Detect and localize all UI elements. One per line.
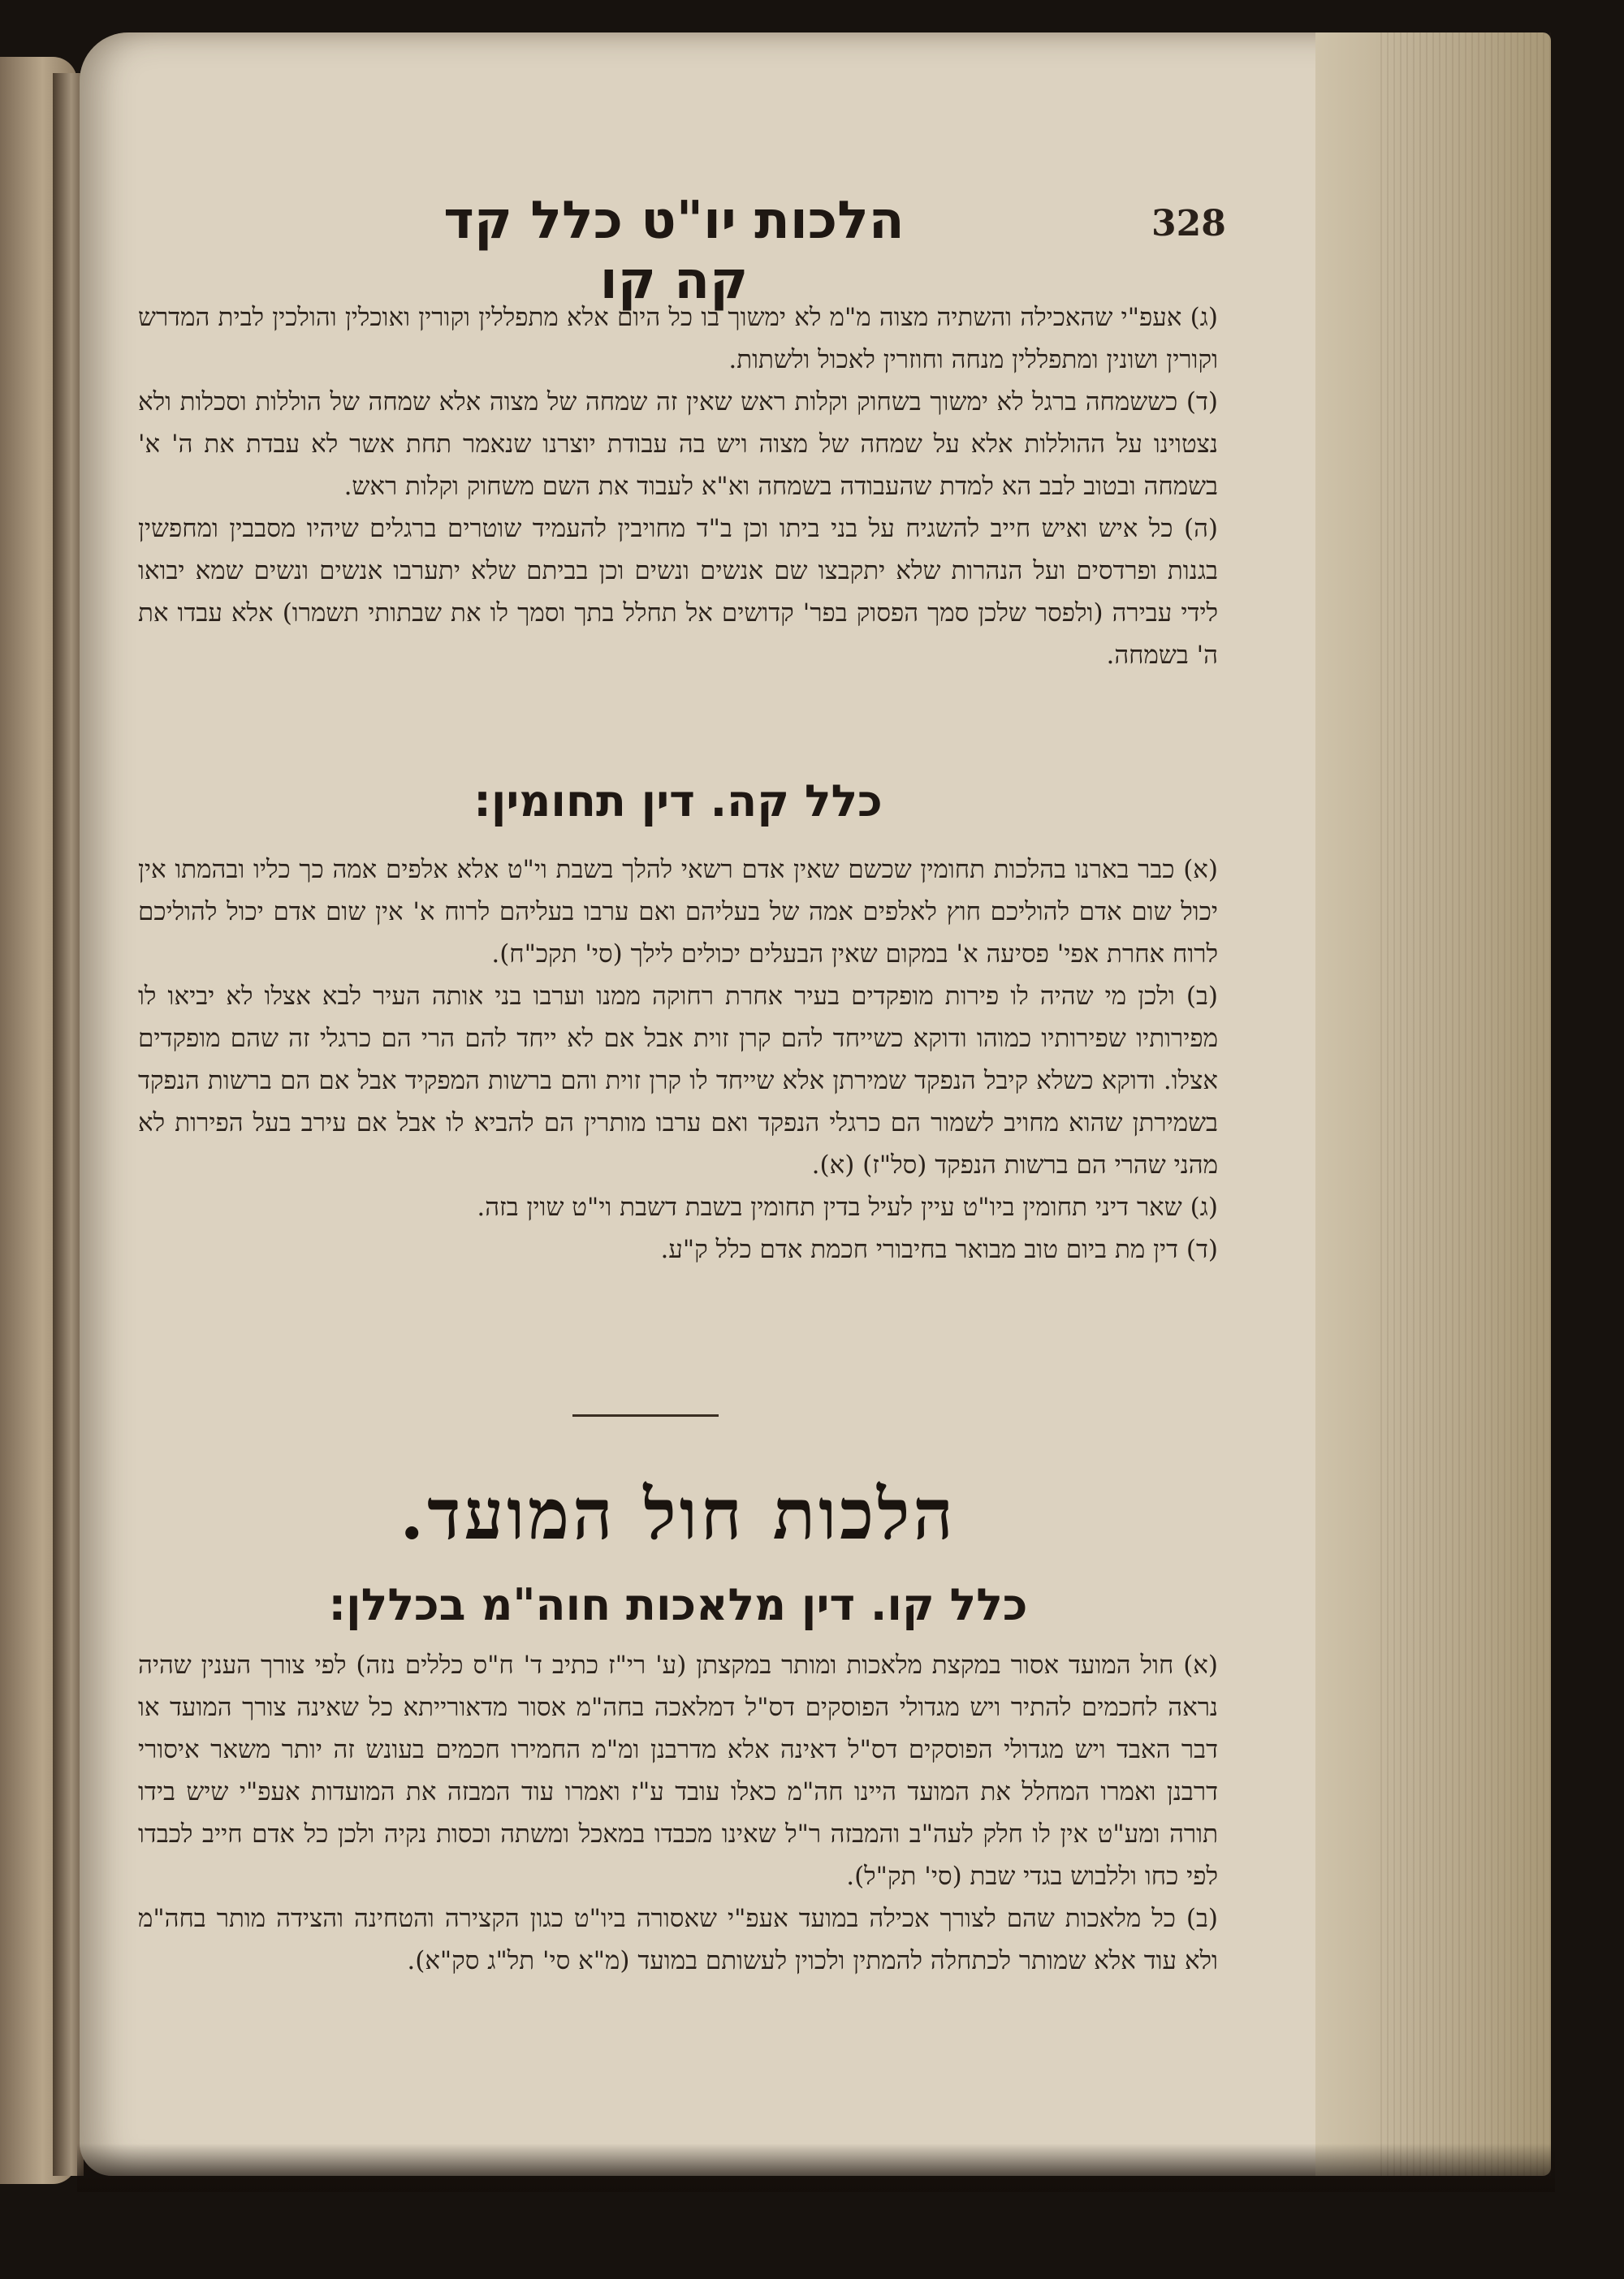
paragraph-106-bet: (ב) כל מלאכות שהם לצורך אכילה במועד אעפ"י שאסורה ביו"ט כגון הקצירה והטחינה והצידה מותר בחה"מ ולא עוד אלא שמותר לכתחלה להמתין ולכוין לעשותם במועד (מ"א סי' תל"ג סק"א).	[138, 1904, 1218, 1975]
page-number: 328	[1151, 203, 1226, 244]
bottom-shadow	[77, 2143, 1555, 2192]
paragraph-gimel: (ג) אעפ"י שהאכילה והשתיה מצוה מ"מ לא ימשוך בו כל היום אלא מתפללין וקורין ואוכלין והולכין לבית המדרש וקורין ושונין ומתפללין מנחה וחוזרין לאכול ולשתות.	[138, 303, 1218, 374]
running-head: הלכות יו"ט כלל קד קה קו	[443, 191, 905, 311]
hilchot-title: הלכות חול המועד.	[400, 1474, 957, 1556]
top-paragraphs	[138, 296, 1218, 676]
page-stack-lines	[1380, 32, 1551, 2176]
paragraph-105-alef: (א) כבר בארנו בהלכות תחומין שכשם שאין אדם רשאי להלך בשבת וי"ט אלא אלפים אמה כך כליו ובהמתו אין יכול שום אדם להוליכם חוץ לאלפים אמה של בעליהם ואם ערבו בעליהם לרוח א' אין שום אדם יכול להוליכם לרוח אחרת אפי' פסיעה א' במקום שאין הבעלים יכולים לילך (סי' תקכ"ח).	[138, 855, 1218, 969]
paragraph-106-alef: (א) חול המועד אסור במקצת מלאכות ומותר במקצתן (ע' רי"ז כתיב ד' ח"ס כללים נזה) לפי צורך הענין שהיה נראה לחכמים להתיר ויש מגדולי הפוסקים דס"ל דמלאכה בחה"מ אסור מדאורייתא כל שאינה צורך המועד או דבר האבד ויש מגדולי הפוסקים דס"ל דאינה אלא מדרבנן ומ"מ החמירו חכמים בעונש זה יותר משאר איסורי דרבנן ואמרו המחלל את המועד היינו חה"מ כאלו עובד ע"ז ואמרו עוד המבזה את המועדות אעפ"י שיש בידו תורה ומע"ט אין לו חלק לעה"ב והמבזה ר"ל שאינו מכבדו במאכל ומשתה וכסות נקיה ולכן כל אדם חייב לכבדו לפי כחו וללבוש בגדי שבת (סי' תק"ל).	[138, 1651, 1218, 1891]
section-divider	[572, 1414, 719, 1417]
section-106-heading: כלל קו. דין מלאכות חוה"מ בכללן:	[328, 1579, 1028, 1630]
section-105-heading: כלל קה. דין תחומין:	[473, 775, 883, 827]
paragraph-105-gimel: (ג) שאר דיני תחומין ביו"ט עיין לעיל בדין תחומין בשבת דשבת וי"ט שוין בזה.	[477, 1193, 1218, 1222]
paragraph-he: (ה) כל איש ואיש חייב להשגיח על בני ביתו וכן ב"ד מחויבין להעמיד שוטרים ברגלים שיהיו מסבבין ומחפשין בגנות ופרדסים ועל הנהרות שלא יתקבצו שם אנשים ונשים וכן בביתם שלא יתערבו אנשים ונשים שמא יבואו לידי עבירה (ולפסר שלכן סמך הפסוק בפר' קדושים אל תחלל בתך וסמך לו את שבתותי תשמרו) אלא עבדו את ה' בשמחה.	[138, 514, 1218, 670]
paragraph-105-dalet: (ד) דין מת ביום טוב מבואר בחיבורי חכמת אדם כלל ק"ע.	[660, 1235, 1218, 1264]
section-105-body	[138, 848, 1218, 1271]
section-106-body	[138, 1644, 1218, 1982]
paragraph-105-bet: (ב) ולכן מי שהיה לו פירות מופקדים בעיר אחרת רחוקה ממנו וערבו בני אותה העיר לבא אצלו לא יביאו לו מפירותיו שפירותיו כמוהו ודוקא כשייחד להם קרן זוית אבל אם לא ייחד להם הרי הם כרגלי זה שהם מופקדים אצלו. ודוקא כשלא קיבל הנפקד שמירתן אלא שייחד לו קרן זוית והם ברשות המפקיד אבל אם הם ברשות הנפקד בשמירתן שהוא מחויב לשמור הם כרגלי הנפקד ואם ערבו מותרין הם להביא לו אבל אם עירב בעל הפירות לא מהני שהרי הם ברשות הנפקד (סל"ז) (א).	[138, 982, 1218, 1180]
paragraph-dalet: (ד) כששמחה ברגל לא ימשוך בשחוק וקלות ראש שאין זה שמחה של מצוה אלא שמחה של הוללות וסכלות ולא נצטוינו על ההוללות אלא על שמחה של מצוה ויש בה עבודת יוצרנו שנאמר תחת אשר לא עבדת את ה' א' בשמחה ובטוב לבב הא למדת שהעבודה בשמחה וא"א לעבוד את השם משחוק וקלות ראש.	[138, 387, 1218, 501]
